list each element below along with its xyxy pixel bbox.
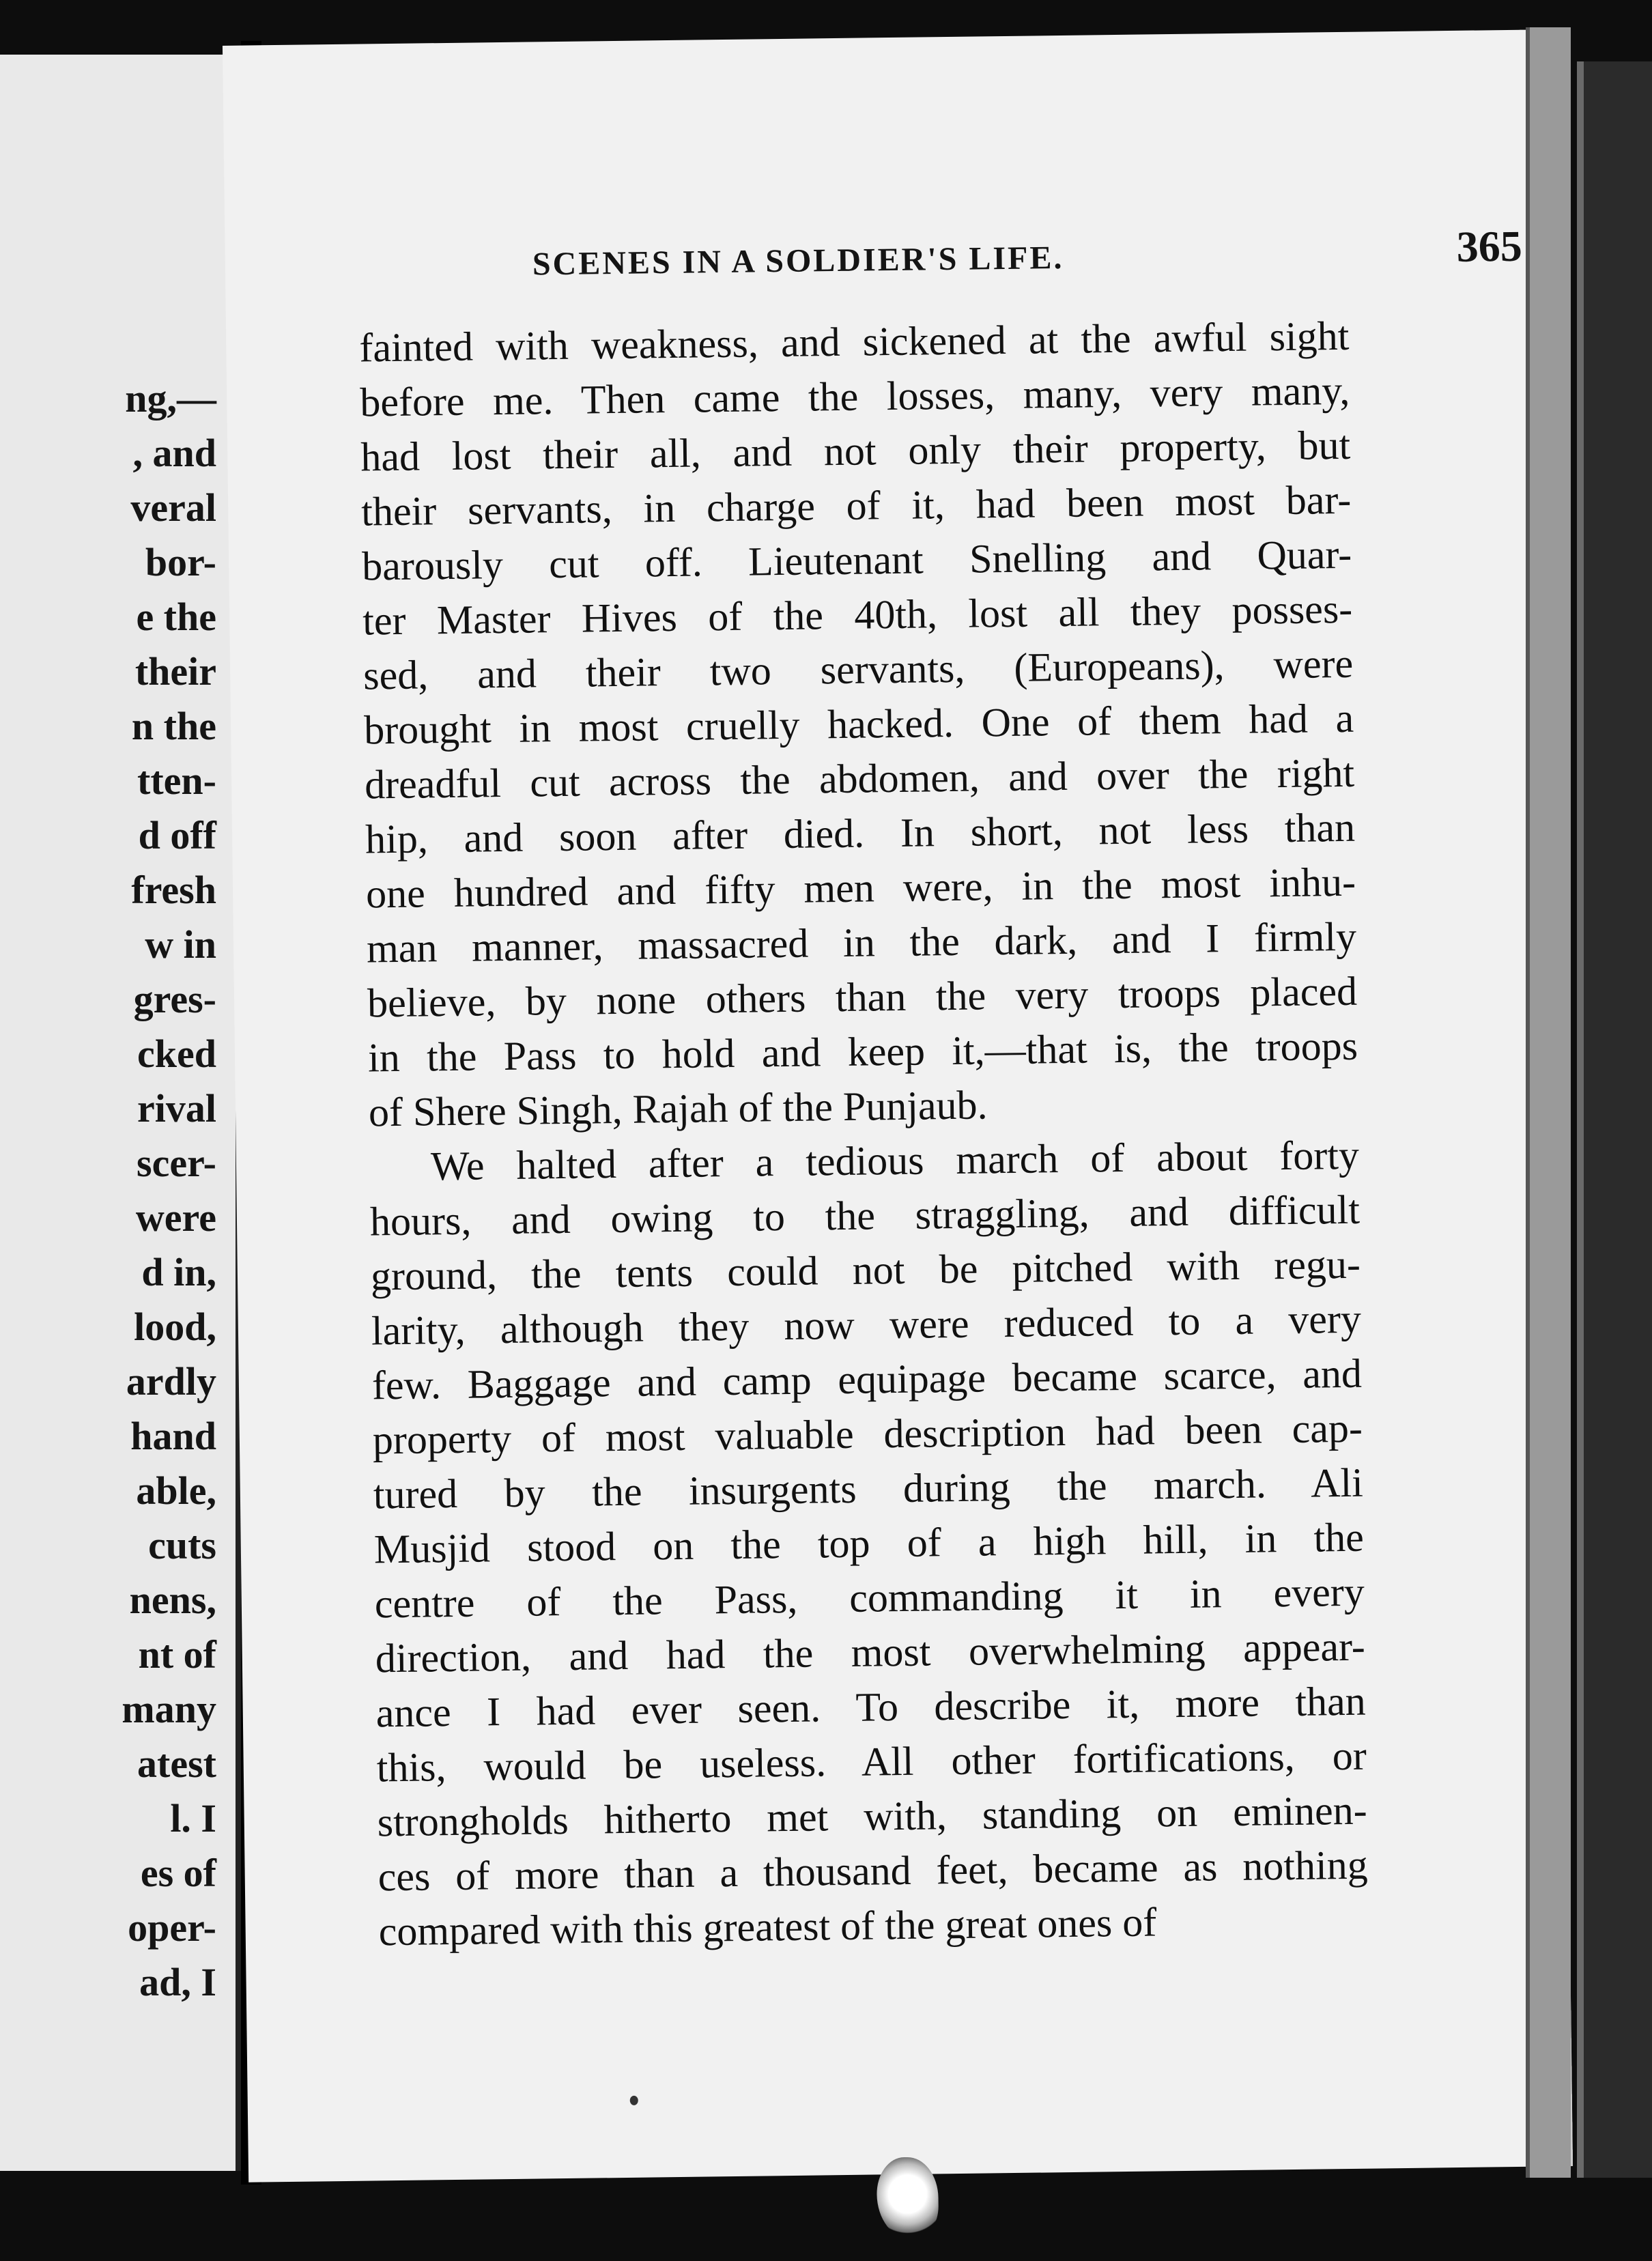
body-text [359,309,1369,1959]
paper-blot [877,2157,939,2239]
text-line: ground, the tents could not be pitched with regu- [370,1241,1361,1299]
left-page-fragment: bor- [145,540,216,584]
text-line: sed, and their two servants, (Europeans), were [362,640,1354,698]
text-line: had lost their all, and not only their property, but [360,422,1351,480]
left-page-fragment: cuts [148,1523,216,1567]
left-page-fragment: veral [130,485,216,530]
text-line: man manner, massacred in the dark, and I firmly [366,913,1357,971]
text-line: tured by the insurgents during the march. Ali [373,1460,1364,1518]
left-page-fragment: many [122,1687,216,1731]
page-number: 365 [1456,221,1523,271]
left-page-fragment: scer- [137,1141,216,1185]
left-page-fragment: ardly [126,1359,216,1404]
book-cover-edge [1577,61,1652,2178]
left-page-fragment: , and [132,431,216,475]
text-line: brought in most cruelly hacked. One of them had a [363,695,1354,753]
left-page-fragment: ad, I [139,1960,216,2004]
left-page-fragment: lood, [134,1305,216,1349]
text-line: We halted after a tedious march of about forty [430,1132,1360,1189]
left-page [0,55,241,2171]
text-line: strongholds hitherto met with, standing on eminen- [377,1787,1368,1845]
text-line: property of most valuable description had been cap- [372,1405,1363,1463]
left-page-fragment: es of [140,1851,216,1895]
text-line: ance I had ever seen. To describe it, more than [375,1678,1367,1736]
left-page-fragment: nt of [138,1632,216,1677]
left-page-fragment: d off [138,813,216,857]
text-line: centre of the Pass, commanding it in every [374,1569,1365,1627]
left-page-fragment: tten- [137,758,216,803]
page-header [532,221,1522,315]
left-page-fragment: gres- [133,977,216,1021]
text-line: few. Baggage and camp equipage became scarce, and [371,1350,1363,1408]
text-line: hip, and soon after died. In short, not less than [365,804,1356,862]
left-page-fragment: ng,— [125,376,216,421]
text-line: Musjid stood on the top of a high hill, in the [373,1514,1365,1572]
text-line: before me. Then came the losses, many, very many, [359,367,1350,425]
left-page-fragment: e the [136,595,216,639]
ink-speck [630,2096,638,2105]
left-page-fragment: n the [131,704,216,748]
left-page-fragment: hand [130,1414,216,1458]
text-line: ter Master Hives of the 40th, lost all they posses- [362,586,1353,644]
text-line: direction, and had the most overwhelming appear- [375,1623,1366,1681]
left-page-fragment: fresh [131,868,216,912]
left-page-fragment: d in, [141,1250,216,1294]
left-page-fragment: were [135,1195,216,1240]
text-line: larity, although they now were reduced to a very [371,1296,1362,1354]
left-page-fragment: able, [136,1468,216,1513]
text-line: fainted with weakness, and sickened at the awful sight [358,313,1350,371]
left-page-fragment: w in [145,922,216,967]
text-line: one hundred and fifty men were, in the most inhu- [365,859,1356,917]
text-line: dreadful cut across the abdomen, and over the right [364,750,1355,808]
running-head: SCENES IN A SOLDIER'S LIFE. [532,239,1064,283]
page-edges [1526,27,1571,2178]
text-line: this, would be useless. All other fortifications, or [376,1733,1367,1791]
left-page-fragment: cked [137,1032,216,1076]
left-page-fragment: their [134,649,216,694]
text-line: hours, and owing to the straggling, and difficult [369,1186,1361,1245]
text-line: compared with this greatest of the great ones of [378,1899,1157,1954]
text-line: their servants, in charge of it, had been most bar- [360,477,1352,535]
text-line: in the Pass to hold and keep it,—that is, the troops [367,1023,1358,1081]
text-line: barously cut off. Lieutenant Snelling and Quar- [361,531,1352,589]
text-line: ces of more than a thousand feet, became as nothing [378,1842,1369,1900]
left-page-fragment: l. I [170,1796,216,1840]
left-page-fragment: oper- [128,1905,216,1950]
right-page [223,29,1573,2182]
left-page-fragment: nens, [129,1578,216,1622]
text-line: believe, by none others than the very troops placed [367,968,1358,1026]
left-page-fragment: rival [137,1086,216,1130]
left-page-fragment: atest [137,1741,216,1786]
text-line: of Shere Singh, Rajah of the Punjaub. [368,1082,988,1135]
